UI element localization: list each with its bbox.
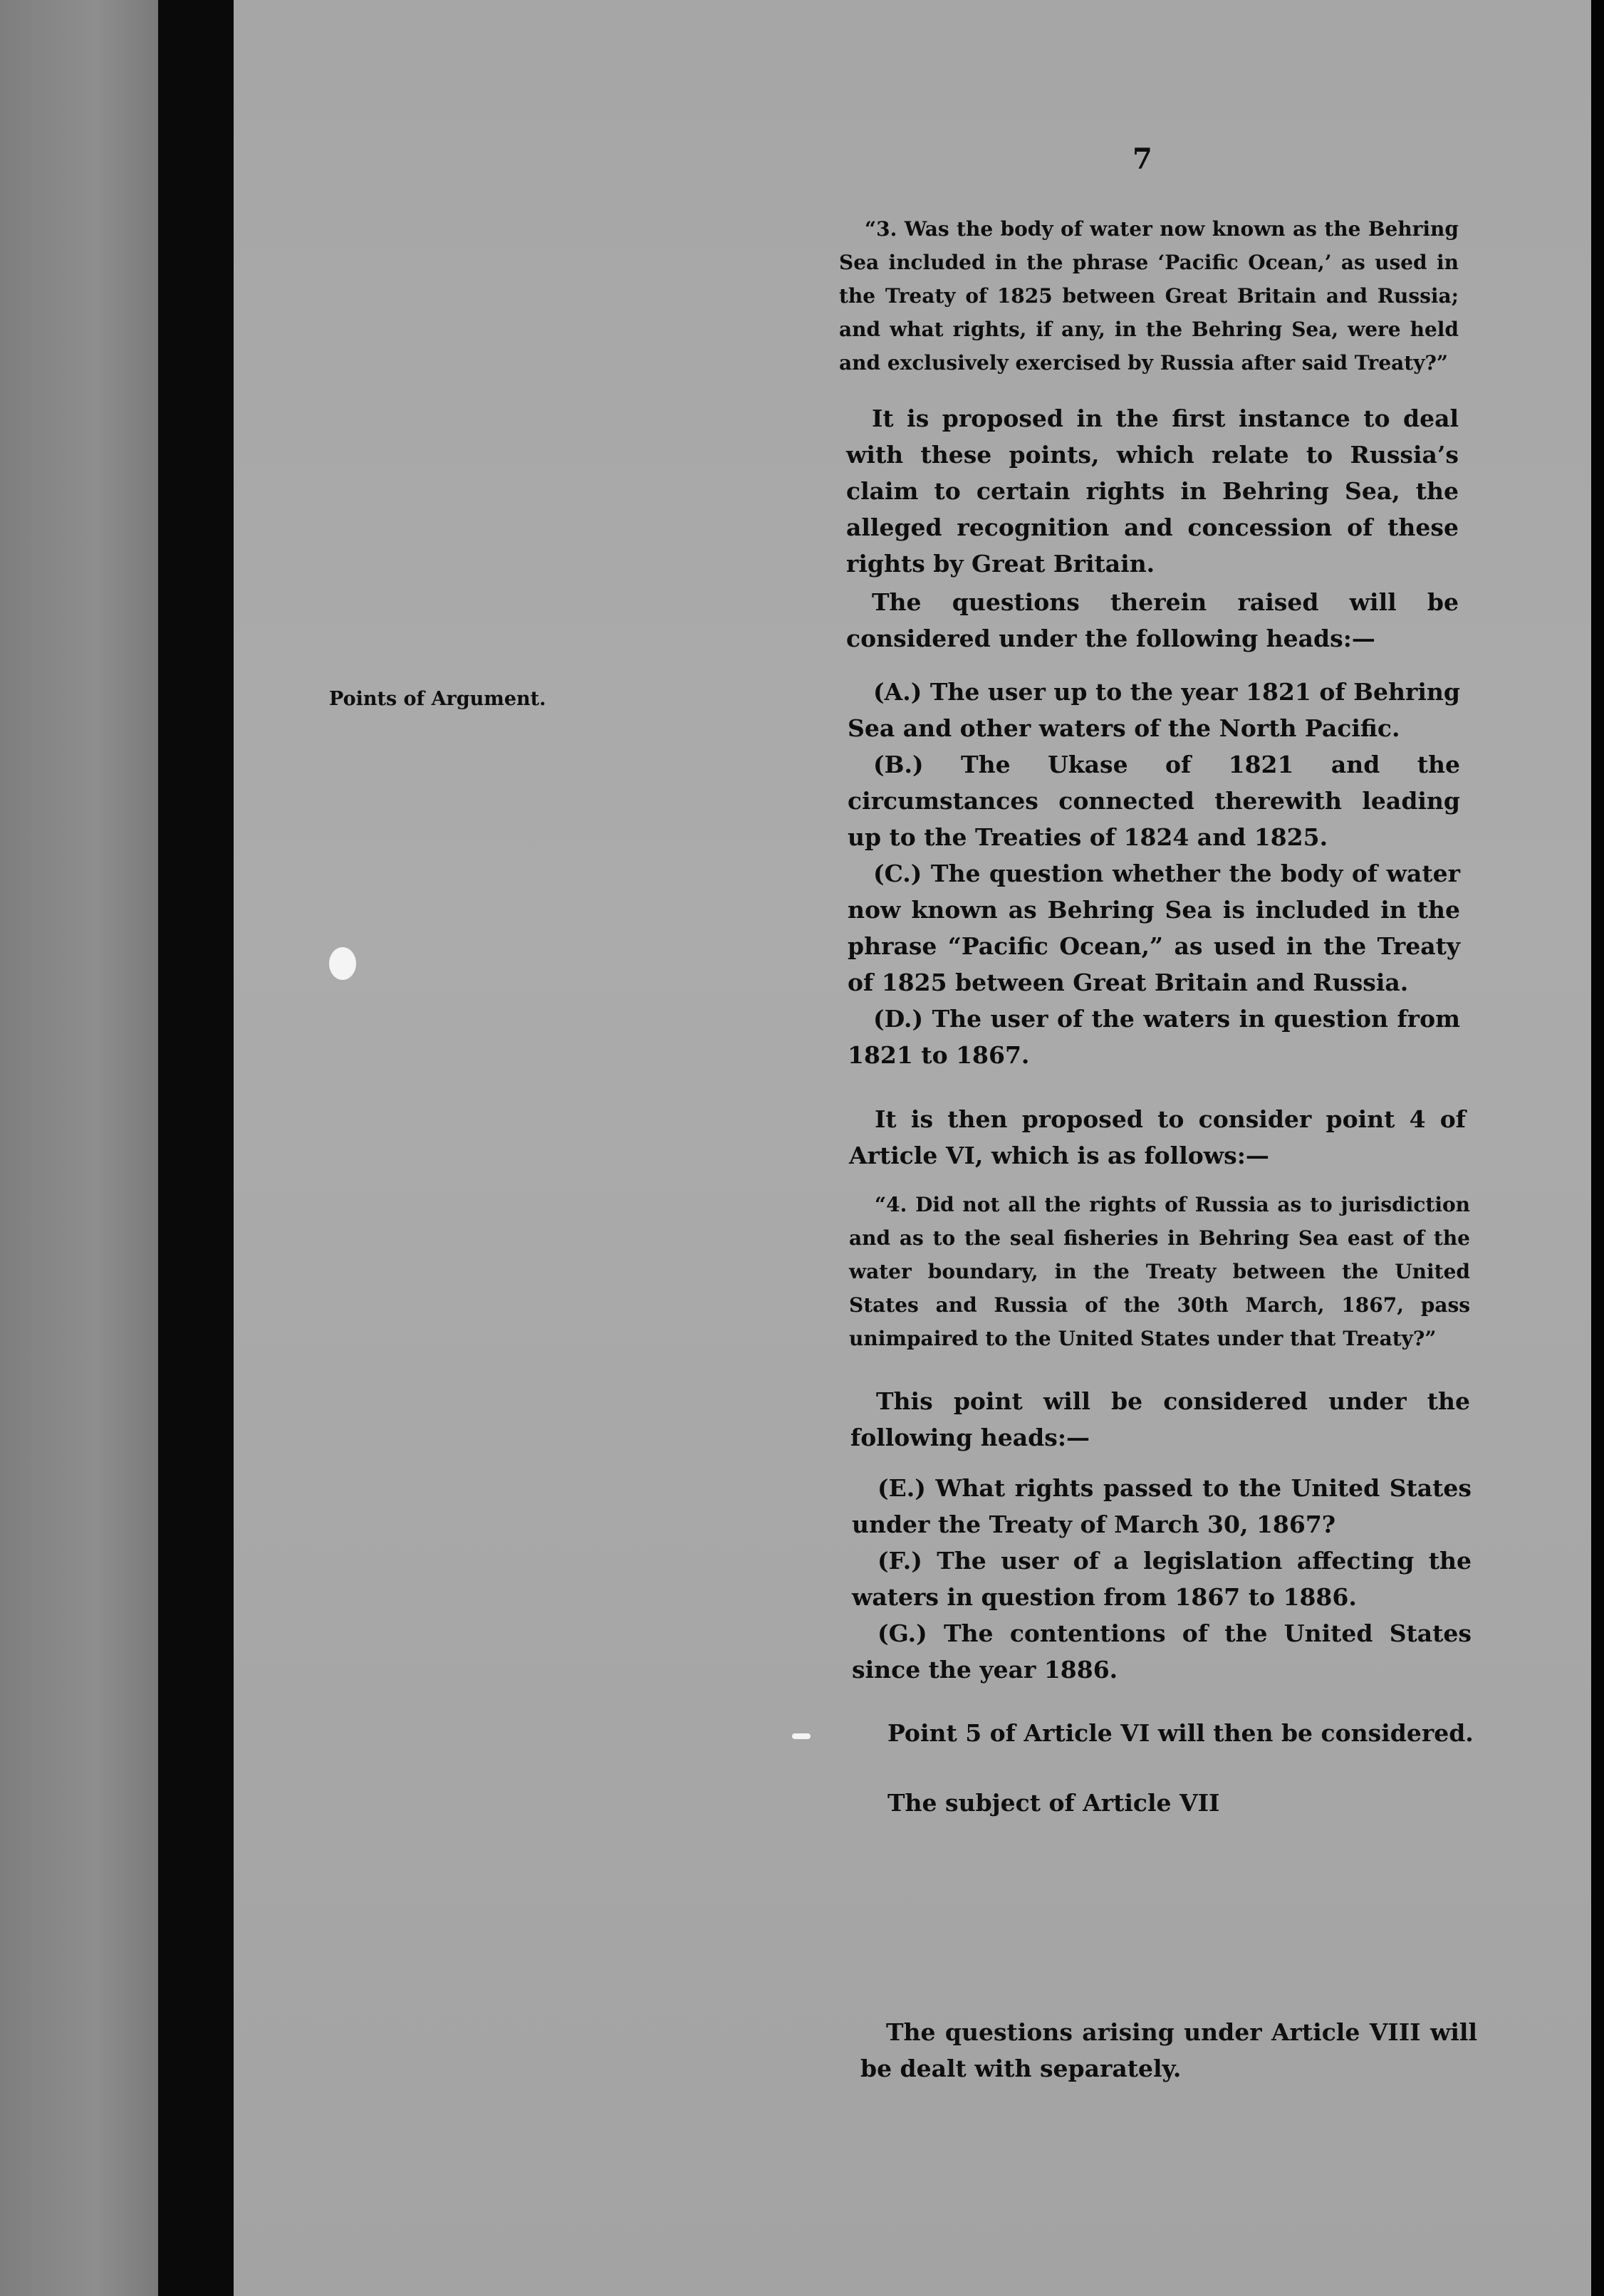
paragraph-text: It is then proposed to consider point 4 of Article VI, which is as follows:— bbox=[849, 1105, 1466, 1169]
paragraph-this-point bbox=[850, 1383, 1470, 1456]
paragraph-text: It is proposed in the first instance to deal with these points, which relate to Russia’s claim to certain rights in Behring Sea, the alleged recognition and concession of these rights by Great Britain. bbox=[846, 405, 1459, 578]
list-item: (F.) The user of a legislation affecting the waters in question from 1867 to 1886. bbox=[852, 1547, 1472, 1611]
list-item: (C.) The question whether the body of water now known as Behring Sea is included in the phrase “Pacific Ocean,” as used in the Treaty of 1825 between Great Britain and Russia. bbox=[848, 860, 1460, 996]
page-number: 7 bbox=[1132, 142, 1152, 176]
quoted-question-3 bbox=[839, 212, 1459, 380]
paragraph-questions bbox=[846, 584, 1459, 657]
scan-speck bbox=[329, 947, 356, 980]
list-item: (B.) The Ukase of 1821 and the circumstances connected therewith leading up to the Treaties of 1824 and 1825. bbox=[848, 751, 1460, 851]
heads-list-first bbox=[848, 674, 1460, 1073]
list-item: (A.) The user up to the year 1821 of Behring Sea and other waters of the North Pacific. bbox=[848, 678, 1460, 742]
paragraph-text: The questions arising under Article VIII will be dealt with separately. bbox=[860, 2018, 1477, 2082]
quote-text: “4. Did not all the rights of Russia as to jurisdiction and as to the seal fisheries in Behring Sea east of the water boundary, in the Treaty between the United States and Russia of the 30th March, 1867, pass unimpaired to the United States under that Treaty?” bbox=[849, 1193, 1470, 1350]
paragraph-text: This point will be considered under the following heads:— bbox=[850, 1387, 1470, 1451]
paragraph-point-4 bbox=[849, 1101, 1466, 1174]
paragraph-point-5: Point 5 of Article VI will then be considered. bbox=[887, 1719, 1474, 1747]
left-page-edge bbox=[0, 0, 158, 2296]
list-item: (G.) The contentions of the United States since the year 1886. bbox=[852, 1619, 1472, 1684]
book-gutter bbox=[158, 0, 234, 2296]
margin-note: Points of Argument. bbox=[329, 688, 546, 710]
paragraph-proposed bbox=[846, 400, 1459, 582]
quote-text: “3. Was the body of water now known as the Behring Sea included in the phrase ‘Pacific Ocean,’ as used in the Treaty of 1825 between Great Britain and Russia; and what rights, if any, in the Behring Sea, were held and exclusively exercised by Russia after said Treaty?” bbox=[839, 217, 1459, 375]
list-item: (E.) What rights passed to the United States under the Treaty of March 30, 1867? bbox=[852, 1474, 1472, 1538]
paragraph-article-8 bbox=[860, 2014, 1477, 2087]
right-border bbox=[1591, 0, 1604, 2296]
paragraph-text: The questions therein raised will be considered under the following heads:— bbox=[846, 588, 1459, 652]
quoted-question-4 bbox=[849, 1188, 1470, 1355]
heads-list-second bbox=[852, 1470, 1472, 1688]
list-item: (D.) The user of the waters in question from 1821 to 1867. bbox=[848, 1005, 1460, 1069]
paragraph-article-7: The subject of Article VII bbox=[887, 1789, 1220, 1817]
scan-speck bbox=[792, 1733, 811, 1739]
